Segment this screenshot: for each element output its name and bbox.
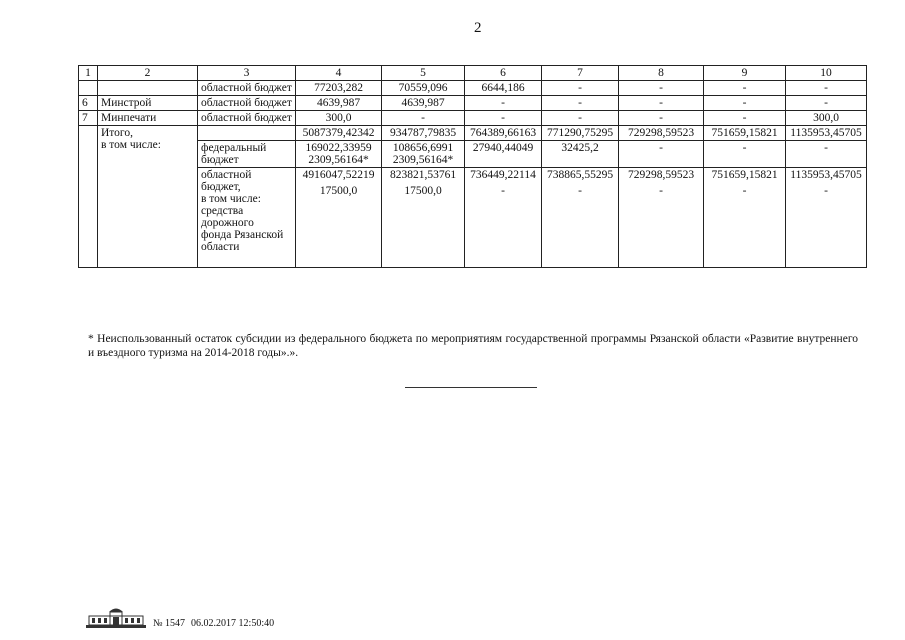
- value-cell: 300,0: [296, 111, 382, 126]
- value-cell: -: [465, 111, 542, 126]
- row-number: 6: [79, 96, 98, 111]
- value-cell: -: [542, 81, 619, 96]
- value-cell: [542, 168, 619, 268]
- value-cell: [382, 141, 465, 168]
- source-line: области: [201, 241, 240, 253]
- source-cell: [198, 126, 296, 141]
- value: 736449,22114: [470, 169, 536, 181]
- header-cell: 9: [704, 66, 786, 81]
- source-line: дорожного: [201, 217, 254, 229]
- value: -: [659, 185, 663, 197]
- total-label-cell: [98, 126, 198, 268]
- value: 2309,56164*: [308, 154, 369, 166]
- building-emblem-icon: [85, 605, 147, 629]
- value-cell: 934787,79835: [382, 126, 465, 141]
- value: 1135953,45705: [790, 169, 862, 181]
- value-cell: 77203,282: [296, 81, 382, 96]
- footnote: * Неиспользованный остаток субсидии из федерального бюджета по мероприятиям государственной программы Рязанской области «Развитие внутреннего и въездного туризма на 2014-2018 годы».».: [88, 333, 858, 359]
- value-cell: -: [619, 81, 704, 96]
- header-cell: 4: [296, 66, 382, 81]
- value: 108656,6991: [392, 142, 454, 154]
- divider: [405, 387, 537, 388]
- value-cell: -: [619, 96, 704, 111]
- value: 17500,0: [404, 185, 442, 197]
- value-cell: -: [786, 81, 867, 96]
- table-row: [79, 96, 867, 111]
- total-label-sub: в том числе:: [101, 139, 161, 151]
- value-cell: [382, 168, 465, 268]
- value-cell: -: [704, 141, 786, 168]
- document-footer: [85, 605, 274, 629]
- row-number: [79, 81, 98, 96]
- value-cell: -: [704, 96, 786, 111]
- value: 823821,53761: [389, 169, 457, 181]
- organization-cell: Минстрой: [98, 96, 198, 111]
- value: 738865,55295: [546, 169, 614, 181]
- value: 2309,56164*: [392, 154, 454, 166]
- total-label: Итого,: [101, 127, 133, 139]
- source-cell: [198, 168, 296, 268]
- table-header-row: [79, 66, 867, 81]
- header-cell: 8: [619, 66, 704, 81]
- header-cell: 6: [465, 66, 542, 81]
- value-cell: [465, 168, 542, 268]
- source-cell: федеральный бюджет: [198, 141, 296, 168]
- value-cell: [704, 168, 786, 268]
- value-cell: 764389,66163: [465, 126, 542, 141]
- value: -: [824, 185, 828, 197]
- value-cell: -: [542, 111, 619, 126]
- source-line: бюджет,: [201, 181, 241, 193]
- source-line: фонда Рязанской: [201, 229, 284, 241]
- document-datetime: 06.02.2017 12:50:40: [191, 618, 275, 629]
- value-cell: -: [619, 141, 704, 168]
- organization-cell: Минпечати: [98, 111, 198, 126]
- value-cell: -: [619, 111, 704, 126]
- organization-cell: [98, 81, 198, 96]
- value: 4916047,52219: [302, 169, 375, 181]
- source-cell: областной бюджет: [198, 81, 296, 96]
- value: 17500,0: [319, 185, 358, 197]
- source-cell: областной бюджет: [198, 96, 296, 111]
- value-cell: 751659,15821: [704, 126, 786, 141]
- value-cell: 70559,096: [382, 81, 465, 96]
- header-cell: 5: [382, 66, 465, 81]
- value-cell: -: [786, 141, 867, 168]
- value-cell: [296, 141, 382, 168]
- header-cell: 7: [542, 66, 619, 81]
- source-line: средства: [201, 205, 244, 217]
- value: 169022,33959: [305, 142, 372, 154]
- table-row: [79, 111, 867, 126]
- value-cell: -: [704, 81, 786, 96]
- total-row: [79, 126, 867, 141]
- page-number: 2: [474, 20, 482, 36]
- value-cell: 4639,987: [382, 96, 465, 111]
- value-cell: -: [382, 111, 465, 126]
- value: -: [578, 185, 582, 197]
- value-cell: 729298,59523: [619, 126, 704, 141]
- source-line: в том числе:: [201, 193, 261, 205]
- value-cell: 27940,44049: [465, 141, 542, 168]
- regional-row: [79, 168, 867, 268]
- header-cell: 10: [786, 66, 867, 81]
- value-cell: [619, 168, 704, 268]
- value-cell: -: [465, 96, 542, 111]
- source-cell: областной бюджет: [198, 111, 296, 126]
- value-cell: 6644,186: [465, 81, 542, 96]
- value-cell: -: [786, 96, 867, 111]
- document-number: № 1547: [153, 618, 186, 629]
- value-cell: 1135953,45705: [786, 126, 867, 141]
- header-cell: 3: [198, 66, 296, 81]
- source-line: областной: [201, 169, 252, 181]
- header-cell: 2: [98, 66, 198, 81]
- table-row: [79, 81, 867, 96]
- value-cell: [786, 168, 867, 268]
- value: 751659,15821: [711, 169, 778, 181]
- header-cell: 1: [79, 66, 98, 81]
- value-cell: 771290,75295: [542, 126, 619, 141]
- federal-row: [79, 141, 867, 168]
- value: 729298,59523: [627, 169, 695, 181]
- value-cell: -: [542, 96, 619, 111]
- value-cell: 4639,987: [296, 96, 382, 111]
- value-cell: [296, 168, 382, 268]
- value-cell: 5087379,42342: [296, 126, 382, 141]
- value-cell: -: [704, 111, 786, 126]
- value-cell: 32425,2: [542, 141, 619, 168]
- value: -: [742, 185, 747, 197]
- value: -: [501, 185, 505, 197]
- budget-table: [78, 65, 867, 268]
- value-cell: 300,0: [786, 111, 867, 126]
- row-number: 7: [79, 111, 98, 126]
- row-number: [79, 126, 98, 268]
